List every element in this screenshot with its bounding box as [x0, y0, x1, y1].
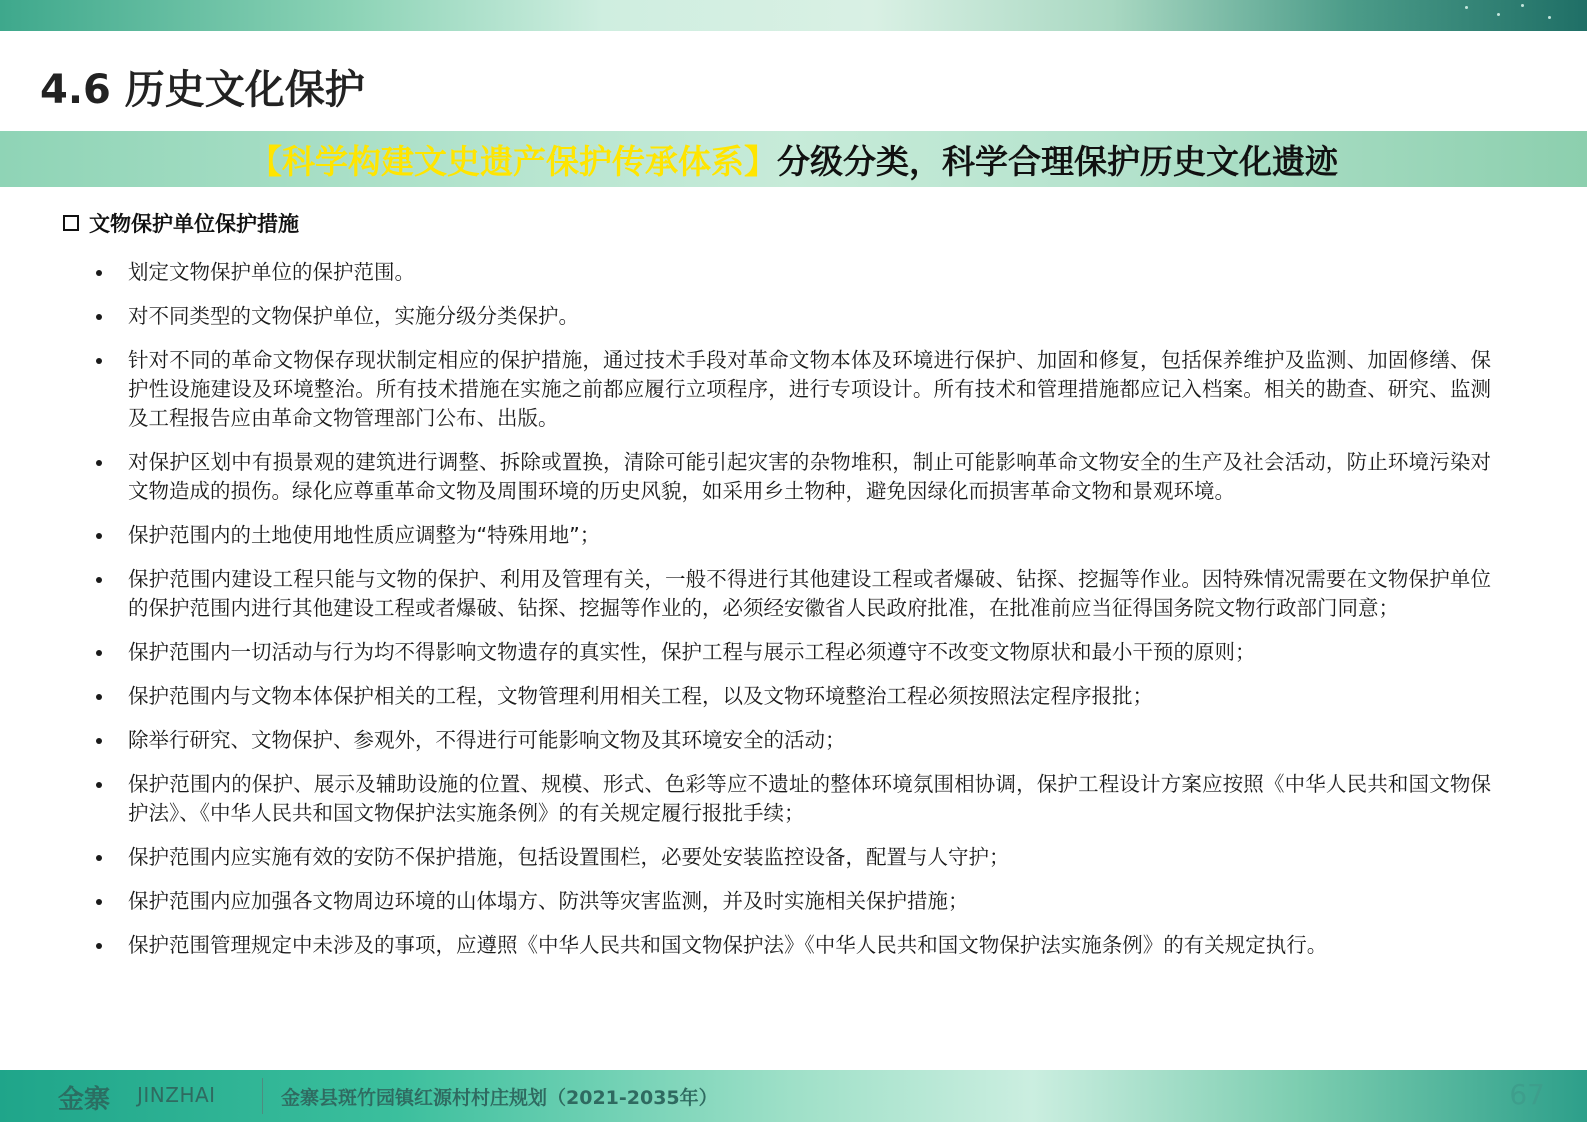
- list-item: [96, 302, 1491, 331]
- list-item-text: 保护范围内应加强各文物周边环境的山体塌方、防洪等灾害监测，并及时实施相关保护措施；: [128, 889, 969, 913]
- bullet-dot-icon: [96, 738, 102, 744]
- list-item-text: 保护范围内应实施有效的安防不保护措施，包括设置围栏，必要处安装监控设备，配置与人守护；: [128, 845, 1010, 869]
- list-item: [96, 521, 1491, 550]
- list-item-text: 保护范围内建设工程只能与文物的保护、利用及管理有关，一般不得进行其他建设工程或者爆破、钻探、挖掘等作业。因特殊情况需要在文物保护单位的保护范围内进行其他建设工程或者爆破、钻探、挖掘等作业的，必须经安徽省人民政府批准，在批准前应当征得国务院文物行政部门同意；: [128, 567, 1491, 620]
- list-item-text: 除举行研究、文物保护、参观外，不得进行可能影响文物及其环境安全的活动；: [128, 728, 846, 752]
- square-bullet-icon: [63, 215, 79, 231]
- list-item-text: 保护范围管理规定中未涉及的事项，应遵照《中华人民共和国文物保护法》《中华人民共和国文物保护法实施条例》的有关规定执行。: [128, 933, 1328, 957]
- footer-bar: [0, 1070, 1587, 1122]
- project-title: 金寨县斑竹园镇红源村村庄规划（2021-2035年）: [281, 1087, 718, 1109]
- list-item: [96, 726, 1491, 755]
- list-item-text: 保护范围内的保护、展示及辅助设施的位置、规模、形式、色彩等应不遗址的整体环境氛围相协调，保护工程设计方案应按照《中华人民共和国文物保护法》、《中华人民共和国文物保护法实施条例》的有关规定履行报批手续；: [128, 772, 1491, 825]
- decorative-speck: [1548, 16, 1551, 19]
- list-item: [96, 638, 1491, 667]
- decorative-speck: [1497, 13, 1500, 16]
- bullet-dot-icon: [96, 533, 102, 539]
- list-item-text: 对保护区划中有损景观的建筑进行调整、拆除或置换，清除可能引起灾害的杂物堆积，制止可能影响革命文物安全的生产及社会活动，防止环境污染对文物造成的损伤。绿化应尊重革命文物及周围环境的历史风貌，如采用乡土物种，避免因绿化而损害革命文物和景观环境。: [128, 450, 1491, 503]
- section-heading-text: 文物保护单位保护措施: [89, 212, 299, 236]
- list-item: [96, 682, 1491, 711]
- list-item-text: 对不同类型的文物保护单位，实施分级分类保护。: [128, 304, 579, 328]
- section-heading: [63, 208, 299, 238]
- brand-name-cn: 金寨: [58, 1085, 111, 1115]
- list-item: [96, 931, 1491, 960]
- bullet-dot-icon: [96, 314, 102, 320]
- list-item-text: 保护范围内一切活动与行为均不得影响文物遗存的真实性，保护工程与展示工程必须遵守不改变文物原状和最小干预的原则；: [128, 640, 1256, 664]
- list-item: [96, 448, 1491, 506]
- decorative-speck: [1465, 6, 1468, 9]
- list-item-text: 划定文物保护单位的保护范围。: [128, 260, 415, 284]
- page-title: 4.6 历史文化保护: [40, 67, 365, 113]
- list-item-text: 保护范围内与文物本体保护相关的工程，文物管理利用相关工程，以及文物环境整治工程必须按照法定程序报批；: [128, 684, 1153, 708]
- subtitle-text: 分级分类，科学合理保护历史文化遗迹: [777, 141, 1338, 181]
- measures-list: [96, 258, 1491, 975]
- bullet-dot-icon: [96, 650, 102, 656]
- bullet-dot-icon: [96, 270, 102, 276]
- list-item: [96, 346, 1491, 433]
- bullet-dot-icon: [96, 694, 102, 700]
- bullet-dot-icon: [96, 943, 102, 949]
- list-item-text: 针对不同的革命文物保存现状制定相应的保护措施，通过技术手段对革命文物本体及环境进行保护、加固和修复，包括保养维护及监测、加固修缮、保护性设施建设及环境整治。所有技术措施在实施之前都应履行立项程序，进行专项设计。所有技术和管理措施都应记入档案。相关的勘查、研究、监测及工程报告应由革命文物管理部门公布、出版。: [128, 348, 1491, 430]
- bullet-dot-icon: [96, 899, 102, 905]
- top-decorative-banner: [0, 0, 1587, 31]
- bullet-dot-icon: [96, 358, 102, 364]
- page-number: 67: [1509, 1078, 1545, 1111]
- list-item: [96, 887, 1491, 916]
- list-item: [96, 843, 1491, 872]
- bullet-dot-icon: [96, 855, 102, 861]
- decorative-speck: [1521, 4, 1524, 7]
- list-item: [96, 565, 1491, 623]
- list-item: [96, 770, 1491, 828]
- brand-name-en: JINZHAI: [137, 1083, 216, 1107]
- subtitle-highlight: 【科学构建文史遗产保护传承体系】: [249, 141, 777, 181]
- list-item: [96, 258, 1491, 287]
- list-item-text: 保护范围内的土地使用地性质应调整为“特殊用地”；: [128, 523, 601, 547]
- bullet-dot-icon: [96, 782, 102, 788]
- subtitle-band: [0, 131, 1587, 187]
- bullet-dot-icon: [96, 577, 102, 583]
- bullet-dot-icon: [96, 460, 102, 466]
- footer-divider: [262, 1078, 263, 1114]
